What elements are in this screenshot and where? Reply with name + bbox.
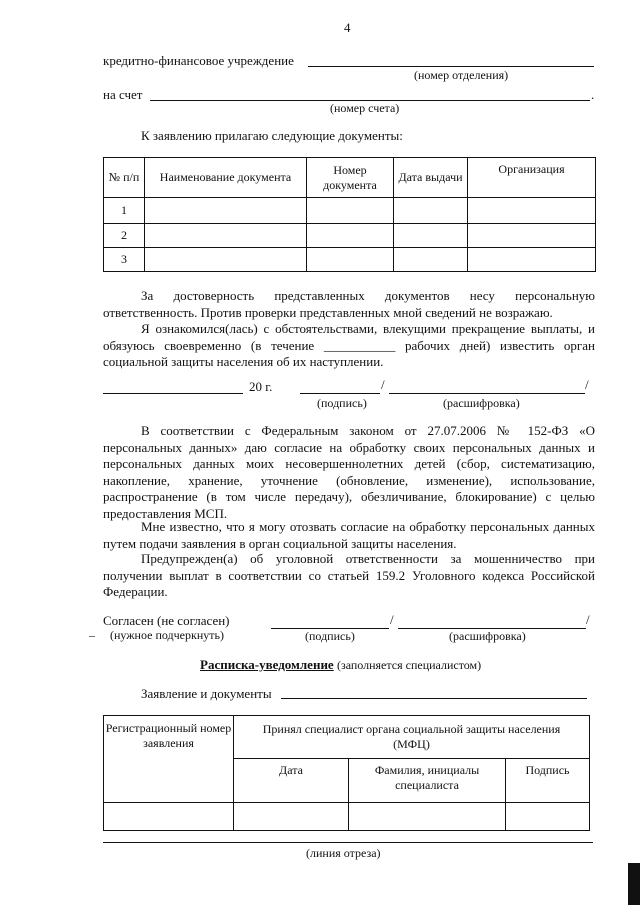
cut-line-caption: (линия отреза) xyxy=(306,846,381,860)
receipt-heading xyxy=(200,657,481,673)
notify-text: Я ознакомился(лась) с обстоятельствами, влекущими прекращение выплаты, и обязуюсь своевременно (в течение ___________ рабочих дней) известить орган социальной защиты населения об их наступлении. xyxy=(103,321,595,370)
header-number: № п/п xyxy=(104,158,145,198)
row-number: 3 xyxy=(104,248,145,272)
page-number: 4 xyxy=(344,20,351,35)
sub-header-name: Фамилия, инициалы специалиста xyxy=(349,759,506,803)
reg-number-header: Регистрационный номер заявления xyxy=(104,716,234,803)
signature-input-line[interactable] xyxy=(300,393,380,394)
dash-mark: – xyxy=(89,628,95,642)
row-number: 2 xyxy=(104,224,145,248)
receipt-title: Расписка-уведомление xyxy=(200,657,334,672)
decoding-input-line[interactable] xyxy=(389,393,585,394)
cut-line xyxy=(103,842,593,843)
slash-left: / xyxy=(381,377,385,392)
underline-hint: (нужное подчеркнуть) xyxy=(110,628,224,642)
cell-specialist[interactable] xyxy=(349,803,506,831)
cell-issue-date[interactable] xyxy=(394,198,468,224)
cell-issue-date[interactable] xyxy=(394,224,468,248)
cell-doc-number[interactable] xyxy=(307,198,394,224)
consent-slash-left: / xyxy=(390,612,394,627)
header-issue-date: Дата выдачи xyxy=(394,158,468,198)
sub-header-signature: Подпись xyxy=(506,759,590,803)
documents-table xyxy=(103,157,596,272)
header-organization: Организация xyxy=(468,158,596,198)
warning-text: Предупрежден(а) об уголовной ответственности за мошенничество при получении выплат в соответствии со статьей 159.2 Уголовного кодекса Российской Федерации. xyxy=(103,551,595,600)
year-text: 20 г. xyxy=(249,379,273,394)
receipt-docs-label: Заявление и документы xyxy=(141,686,272,701)
cell-organization[interactable] xyxy=(468,198,596,224)
documents-intro: К заявлению прилагаю следующие документы: xyxy=(141,128,403,143)
cell-doc-number[interactable] xyxy=(307,248,394,272)
consent-slash-right: / xyxy=(586,612,590,627)
responsibility-text: За достоверность представленных документов несу персональную ответственность. Против проверки представленных мной сведений не возражаю. xyxy=(103,288,595,320)
consent-text: В соответствии с Федеральным законом от 27.07.2006 № 152-ФЗ «О персональных данных» даю согласие на обработку своих персональных данных и персональных данных моих несовершеннолетних детей (сбор, систематизацию, накопление, хранение, уточнение (обновление, изменение), использование, распространение (в том числе передачу), обезличивание, блокирование) с целью предоставления МСП. xyxy=(103,423,595,521)
slash-right: / xyxy=(585,377,589,392)
accepted-header: Принял специалист органа социальной защиты населения (МФЦ) xyxy=(234,716,590,759)
header-doc-name: Наименование документа xyxy=(145,158,307,198)
cell-date[interactable] xyxy=(234,803,349,831)
receipt-table xyxy=(103,715,590,831)
account-label: на счет xyxy=(103,87,143,102)
cell-reg-number[interactable] xyxy=(104,803,234,831)
signature-caption: (подпись) xyxy=(317,396,367,410)
header-doc-number: Номер документа xyxy=(307,158,394,198)
consent-decoding-caption: (расшифровка) xyxy=(449,629,526,643)
agree-label: Согласен (не согласен) xyxy=(103,613,230,628)
cell-doc-number[interactable] xyxy=(307,224,394,248)
account-caption: (номер счета) xyxy=(330,101,400,115)
receipt-docs-line[interactable] xyxy=(281,698,587,699)
bank-input-line[interactable] xyxy=(308,66,594,67)
cell-organization[interactable] xyxy=(468,248,596,272)
revoke-text: Мне известно, что я могу отозвать согласие на обработку персональных данных путем подачи заявления в орган социальной защиты населения. xyxy=(103,519,595,551)
date-input-line[interactable] xyxy=(103,393,243,394)
table-row xyxy=(104,224,596,248)
row-number: 1 xyxy=(104,198,145,224)
table-row xyxy=(104,248,596,272)
consent-signature-caption: (подпись) xyxy=(305,629,355,643)
account-end-mark: . xyxy=(591,87,595,102)
bank-caption: (номер отделения) xyxy=(414,68,509,82)
receipt-title-note: (заполняется специалистом) xyxy=(336,658,482,672)
sub-header-date: Дата xyxy=(234,759,349,803)
cell-doc-name[interactable] xyxy=(145,248,307,272)
table-row xyxy=(104,198,596,224)
bank-label: кредитно-финансовое учреждение xyxy=(103,53,294,68)
scan-edge-mark xyxy=(628,863,640,905)
cell-doc-name[interactable] xyxy=(145,198,307,224)
cell-issue-date[interactable] xyxy=(394,248,468,272)
decoding-caption: (расшифровка) xyxy=(443,396,520,410)
cell-organization[interactable] xyxy=(468,224,596,248)
cell-doc-name[interactable] xyxy=(145,224,307,248)
table-row xyxy=(104,803,590,831)
cell-signature[interactable] xyxy=(506,803,590,831)
